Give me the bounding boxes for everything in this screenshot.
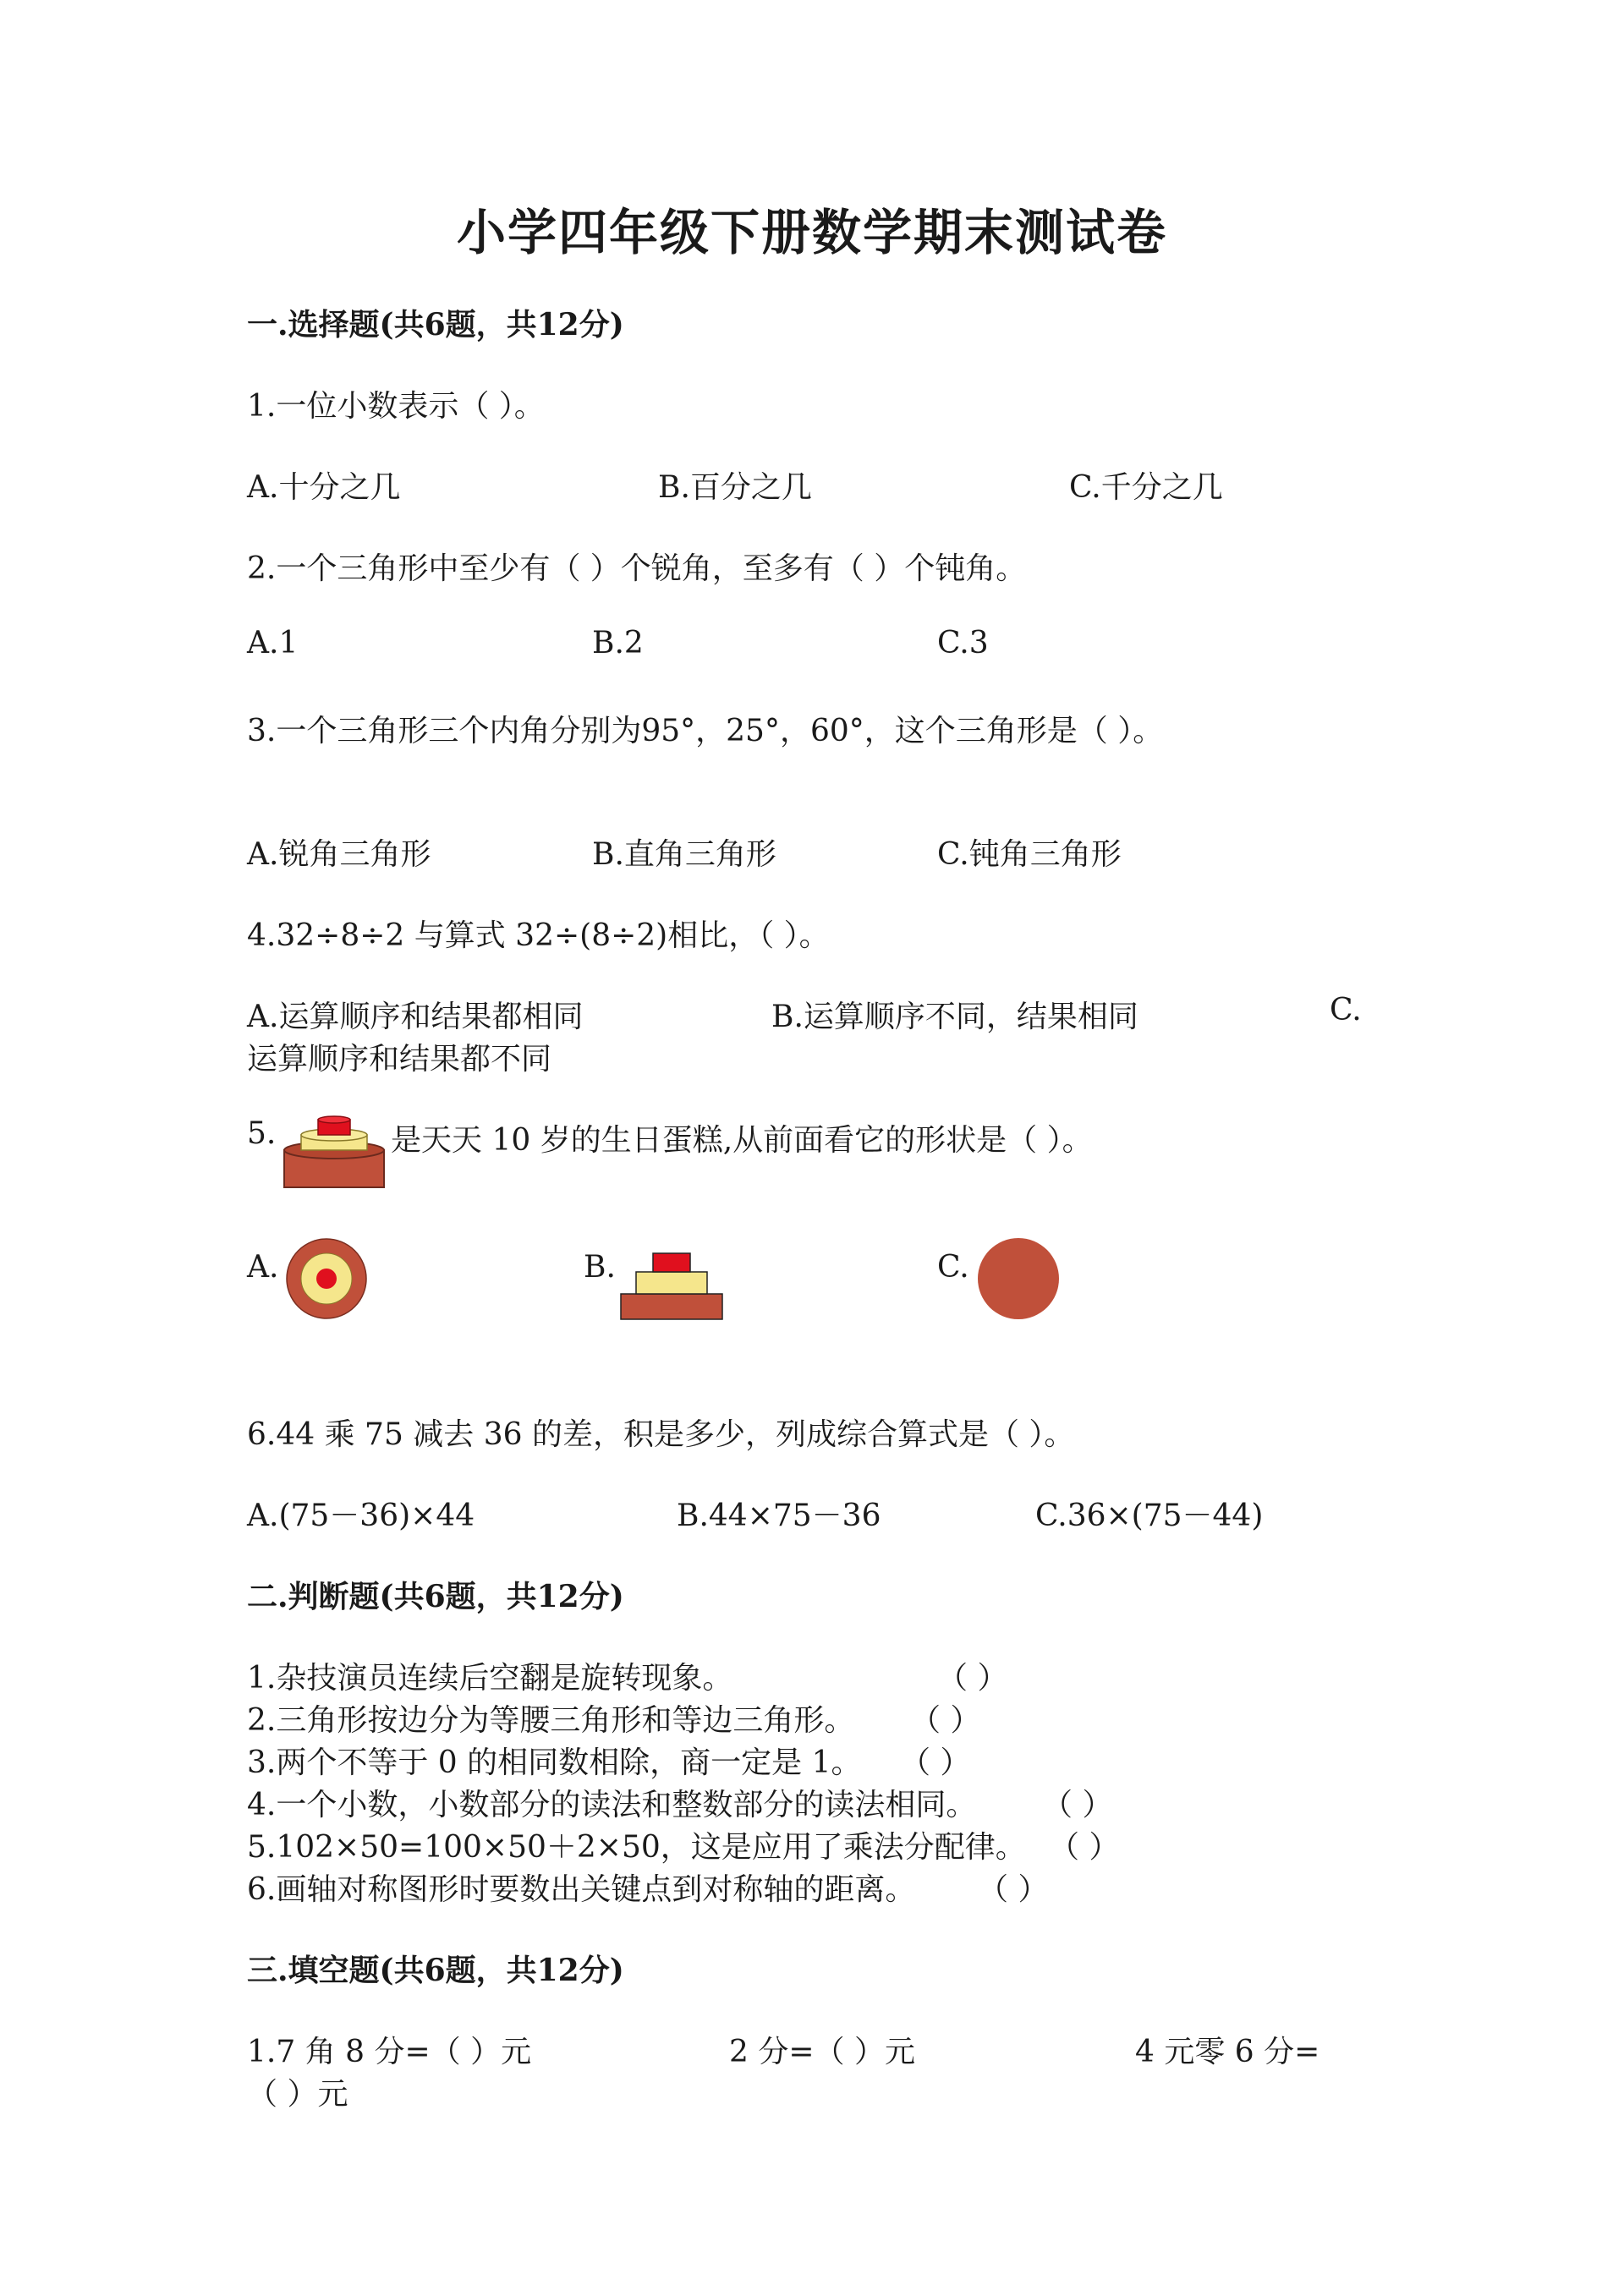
q1-option-a: A.十分之几 (247, 470, 401, 505)
q2-option-b: B.2 (592, 626, 644, 660)
section-heading-choice: 一.选择题(共6题，共12分) (247, 307, 624, 342)
q4-option-c-text: 运算顺序和结果都不同 (247, 1042, 552, 1077)
q2-option-c: C.3 (937, 626, 989, 660)
top-view-center (316, 1269, 337, 1289)
question-3: 3.一个三角形三个内角分别为95°，25°，60°，这个三角形是（ ）。 (247, 714, 1164, 748)
q3-option-b: B.直角三角形 (592, 837, 776, 872)
judge-item-2-paren: （ ） (910, 1703, 981, 1738)
fill-question-1-part-4: （ ）元 (247, 2077, 348, 2112)
question-6: 6.44 乘 75 减去 36 的差，积是多少，列成综合算式是（ ）。 (247, 1417, 1075, 1452)
judge-item-4: 4.一个小数，小数部分的读法和整数部分的读法相同。 (247, 1788, 977, 1822)
question-2: 2.一个三角形中至少有（ ）个锐角，至多有（ ）个钝角。 (247, 551, 1027, 586)
q1-option-b: B.百分之几 (658, 470, 812, 505)
q3-option-c: C.钝角三角形 (937, 837, 1122, 872)
solid-circle (978, 1238, 1059, 1319)
judge-item-5: 5.102×50=100×50＋2×50，这是应用了乘法分配律。 (247, 1830, 1026, 1865)
q5-option-a-image (284, 1236, 369, 1321)
q6-option-a: A.(75－36)×44 (247, 1499, 475, 1533)
judge-item-1: 1.杂技演员连续后空翻是旋转现象。 (247, 1661, 733, 1696)
question-5: 是天天 10 岁的生日蛋糕,从前面看它的形状是（ ）。 (391, 1123, 1093, 1158)
judge-item-6-paren: （ ） (978, 1872, 1049, 1907)
cake-top-top (318, 1116, 350, 1123)
q4-option-b: B.运算顺序不同，结果相同 (771, 1000, 1138, 1034)
judge-item-4-paren: （ ） (1042, 1788, 1113, 1822)
q5-option-a: A. (247, 1250, 279, 1285)
q4-option-c: C. (1330, 993, 1362, 1027)
judge-item-3-paren: （ ） (900, 1745, 971, 1780)
front-view-top (653, 1253, 690, 1272)
question-4: 4.32÷8÷2 与算式 32÷(8÷2)相比，（ ）。 (247, 918, 830, 953)
fill-question-1-part-3: 4 元零 6 分= (1135, 2035, 1320, 2069)
q3-option-a: A.锐角三角形 (247, 837, 431, 872)
q5-option-b-image (619, 1252, 724, 1321)
judge-item-2: 2.三角形按边分为等腰三角形和等边三角形。 (247, 1703, 855, 1738)
q2-option-a: A.1 (247, 626, 299, 660)
question-1: 1.一位小数表示（ ）。 (247, 389, 545, 424)
fill-question-1-part-1: 1.7 角 8 分=（ ）元 (247, 2035, 532, 2069)
section-heading-fill: 三.填空题(共6题，共12分) (247, 1953, 624, 1988)
q6-option-c: C.36×(75－44) (1035, 1499, 1264, 1533)
judge-item-6: 6.画轴对称图形时要数出关键点到对称轴的距离。 (247, 1872, 916, 1907)
judge-item-5-paren: （ ） (1049, 1830, 1120, 1865)
judge-item-1-paren: （ ） (937, 1661, 1008, 1696)
front-view-middle (636, 1272, 707, 1294)
section-heading-judge: 二.判断题(共6题，共12分) (247, 1579, 624, 1614)
cake-image (283, 1115, 386, 1189)
judge-item-3: 3.两个不等于 0 的相同数相除，商一定是 1。 (247, 1745, 862, 1780)
front-view-bottom (621, 1294, 722, 1319)
q5-option-c: C. (937, 1250, 969, 1285)
q1-option-c: C.千分之几 (1069, 470, 1223, 505)
fill-question-1-part-2: 2 分=（ ）元 (729, 2035, 915, 2069)
question-5-number: 5. (247, 1116, 277, 1151)
page-title: 小学四年级下册数学期末测试卷 (456, 204, 1167, 261)
q4-option-a: A.运算顺序和结果都相同 (247, 1000, 584, 1034)
q5-option-c-image (976, 1236, 1061, 1321)
q5-option-b: B. (584, 1250, 616, 1285)
q6-option-b: B.44×75－36 (677, 1499, 881, 1533)
